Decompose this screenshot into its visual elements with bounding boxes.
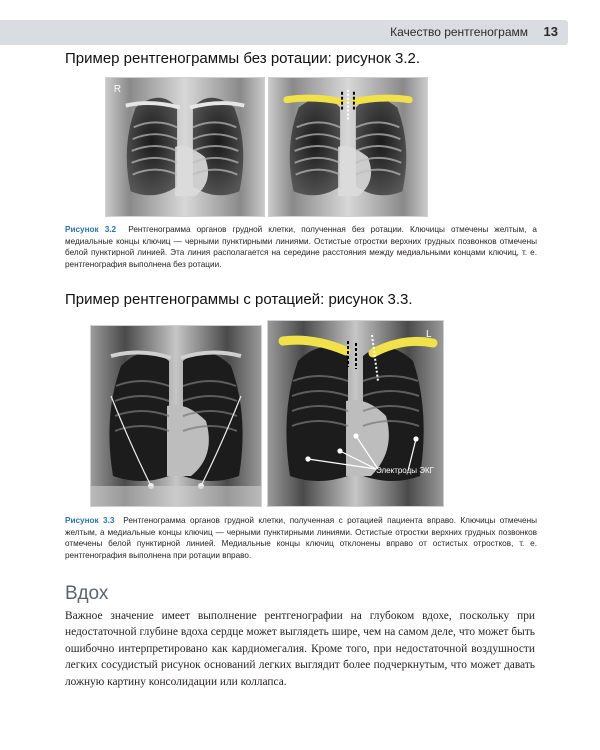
figure-3-2-caption-text: Рентгенограмма органов грудной клетки, полученная без ротации. Ключицы отмечены желтым, а медиальные концы ключиц — черными пунктирными линиями. Остистые отростки верхних грудных позвонков отмечены белой пунктирной линией. Эта линия располагается на середине расстояния между медиальными концами ключиц, т. е. рентгенография выполнена без ротации.	[65, 225, 537, 269]
xray-image-3-2-annotated	[268, 77, 428, 217]
figure-3-2-caption	[65, 224, 537, 270]
figure-3-2-label: Рисунок 3.2	[65, 225, 117, 234]
xray-image-3-3-annotated	[267, 320, 444, 507]
figure-3-3-label: Рисунок 3.3	[65, 516, 115, 525]
section-heading-no-rotation: Пример рентгенограммы без ротации: рисунок 3.2.	[65, 50, 421, 67]
figure-3-3-caption-text: Рентгенограмма органов грудной клетки, полученная с ротацией пациента вправо. Ключицы отмечены желтым, а медиальные концы ключиц — черными пунктирными линиями. Остистые отростки верхних грудных позвонков отмечены белой пунктирной линией. Медиальные концы ключиц отклонены вправо от остистых отростков, т. е. рентгенография выполнена при ротации вправо.	[65, 516, 537, 560]
clavicle-highlight-right	[287, 98, 342, 102]
section-heading-inhale: Вдох	[65, 583, 109, 604]
clavicle-highlight-left	[354, 98, 409, 102]
image-marker-r: R	[113, 83, 122, 95]
page-number: 13	[543, 24, 558, 39]
figure-3-3-caption	[65, 515, 537, 561]
running-header-title: Качество рентгенограмм	[390, 25, 528, 39]
section-heading-with-rotation: Пример рентгенограммы с ротацией: рисунок 3.3.	[65, 291, 413, 308]
inhale-paragraph: Важное значение имеет выполнение рентгенографии на глубоком вдохе, поскольку при недостаточной глубине вдоха сердце может выглядеть шире, чем на самом деле, что может быть ошибочно интерпретировано как кардиомегалия. Кроме того, при недостаточной воздушности легких сосудистый рисунок оснований легких выглядит более подчеркнутым, что может давать ложную картину консолидации или коллапса.	[65, 610, 535, 688]
xray-image-3-2-plain	[105, 77, 265, 217]
ecg-electrodes-label: Электроды ЭКГ	[376, 466, 434, 475]
image-marker-l: L	[426, 329, 432, 340]
xray-image-3-3-plain	[90, 325, 262, 507]
running-header	[0, 20, 568, 45]
